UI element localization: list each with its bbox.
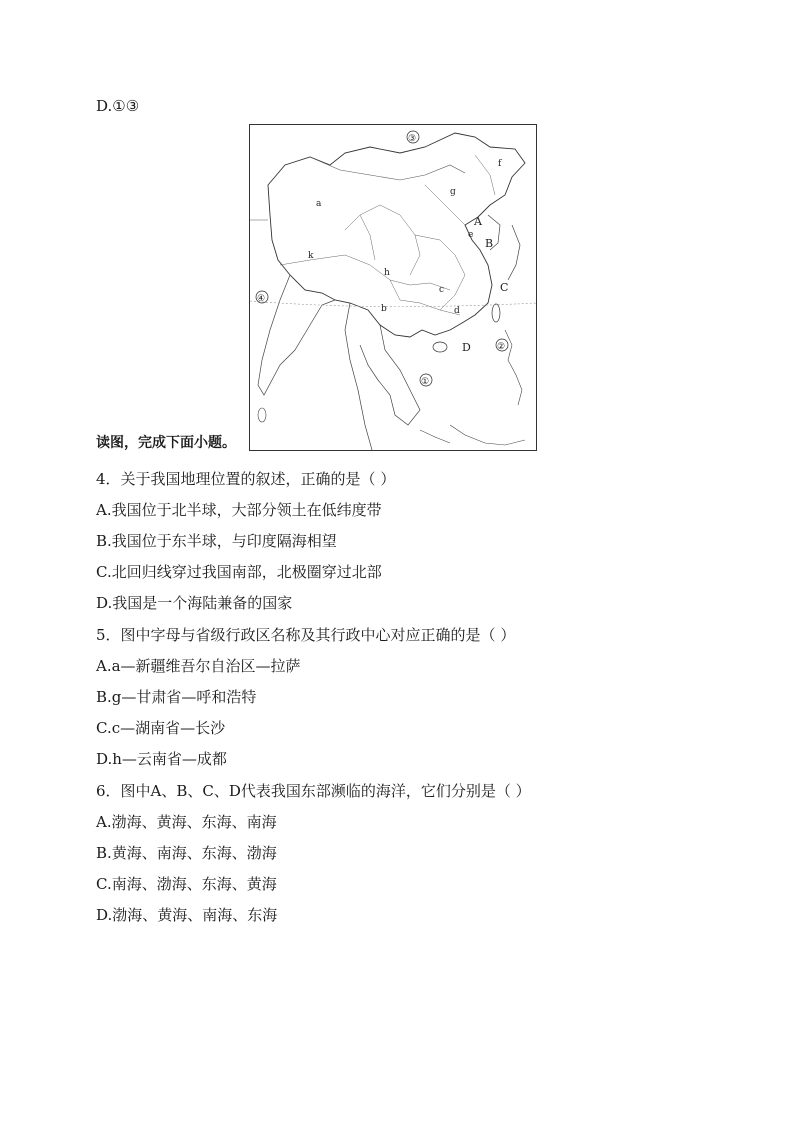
map-label-g: g xyxy=(450,187,456,197)
china-map-figure xyxy=(249,124,537,451)
tropic-of-cancer-line xyxy=(250,301,538,307)
question-5-option-c: C.c—湖南省—长沙 xyxy=(96,719,226,737)
sea-label-D: D xyxy=(462,341,471,354)
map-label-h: h xyxy=(384,268,390,278)
question-4-option-d: D.我国是一个海陆兼备的国家 xyxy=(96,594,293,612)
sea-label-A: A xyxy=(474,215,482,228)
question-6-option-c: C.南海、渤海、东海、黄海 xyxy=(96,875,277,893)
question-4-option-b: B.我国位于东半球，与印度隔海相望 xyxy=(96,532,337,550)
sea-label-B: B xyxy=(485,237,494,250)
previous-question-option-d: D.①③ xyxy=(96,97,140,115)
question-4-option-a: A.我国位于北半球，大部分领土在低纬度带 xyxy=(96,501,382,519)
map-label-d: d xyxy=(454,306,460,316)
map-label-c: c xyxy=(439,285,445,295)
question-4-stem: 4．关于我国地理位置的叙述，正确的是（ ） xyxy=(96,470,396,488)
question-6-option-b: B.黄海、南海、东海、渤海 xyxy=(96,844,277,862)
map-mark-2: ② xyxy=(497,342,506,352)
question-6-option-a: A.渤海、黄海、东海、南海 xyxy=(96,813,277,831)
question-4-option-c: C.北回归线穿过我国南部，北极圈穿过北部 xyxy=(96,563,382,581)
map-mark-1: ① xyxy=(421,377,430,387)
question-5-option-d: D.h—云南省—成都 xyxy=(96,750,227,768)
question-5-stem: 5．图中字母与省级行政区名称及其行政中心对应正确的是（ ） xyxy=(96,626,516,644)
sea-label-C: C xyxy=(500,281,509,294)
figure-caption: 读图，完成下面小题。 xyxy=(96,435,236,451)
map-label-k: k xyxy=(308,251,314,261)
map-label-a: a xyxy=(316,199,322,209)
map-label-e: e xyxy=(468,230,474,240)
question-5-option-a: A.a—新疆维吾尔自治区—拉萨 xyxy=(96,657,301,675)
question-6-option-d: D.渤海、黄海、南海、东海 xyxy=(96,906,278,924)
question-5-option-b: B.g—甘肃省—呼和浩特 xyxy=(96,688,257,706)
map-label-f: f xyxy=(498,159,502,169)
china-map-svg xyxy=(250,125,538,452)
map-mark-4: ④ xyxy=(257,294,266,304)
map-label-b: b xyxy=(381,304,387,314)
china-border xyxy=(268,133,525,337)
question-6-stem: 6．图中A、B、C、D代表我国东部濒临的海洋，它们分别是（ ） xyxy=(96,782,531,800)
map-mark-3: ③ xyxy=(408,134,417,144)
